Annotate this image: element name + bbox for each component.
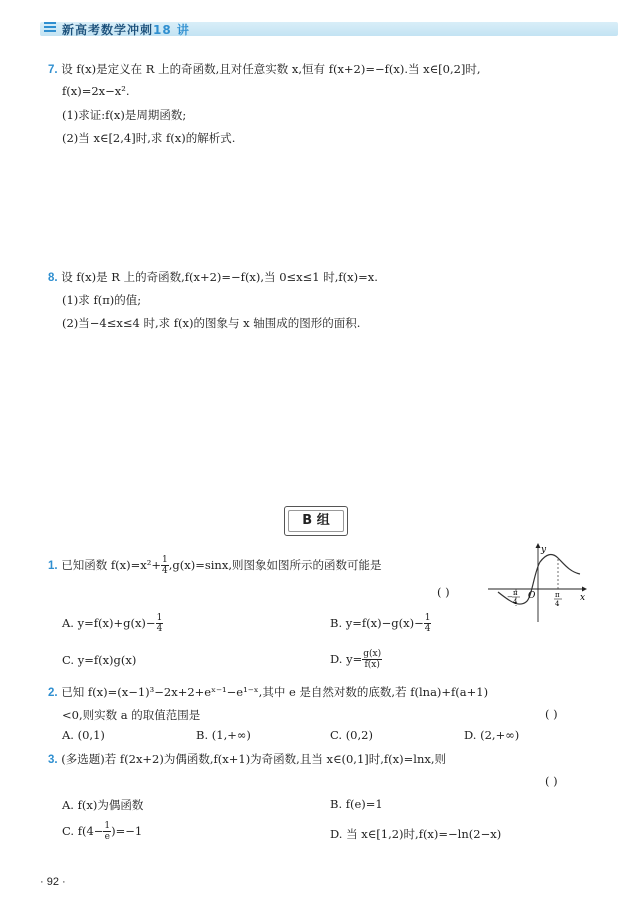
b1-graph-pos-tick-num: π xyxy=(555,591,560,599)
b1-graph-neg-tick-num: π xyxy=(513,589,518,597)
b2-option-c: C. (0,2) xyxy=(330,728,373,742)
b1-graph-pos-tick-den: 4 xyxy=(555,600,560,608)
b2-stem: 已知 f(x)=(x−1)³−2x+2+eˣ⁻¹−e¹⁻ˣ,其中 e 是自然对数的底数,若 f(lna)+f(a+1) xyxy=(61,685,489,699)
b3-option-c-den: e xyxy=(104,832,110,842)
b2-option-d: D. (2,+∞) xyxy=(464,728,520,742)
b1-graph-y-arrow xyxy=(536,543,541,548)
b2-option-a: A. (0,1) xyxy=(62,728,105,742)
b3-stem: (多选题)若 f(2x+2)为偶函数,f(x+1)为奇函数,且当 x∈(0,1]时,f(x)=lnx,则 xyxy=(61,752,446,766)
b1-graph-neg-sign: − xyxy=(507,593,513,601)
b1-option-d-num: g(x) xyxy=(363,649,382,659)
b1-stem-post: ,g(x)=sinx,则图象如图所示的函数可能是 xyxy=(168,558,382,572)
b1-graph-x-arrow xyxy=(582,587,587,592)
b1-option-b-num: 1 xyxy=(424,613,431,623)
b1-option-b-den: 4 xyxy=(424,624,431,634)
b1-answer-bracket: ( ) xyxy=(437,585,450,599)
b1-option-d-frac xyxy=(362,650,382,670)
b1-option-a xyxy=(62,614,163,634)
b1-option-a-den: 4 xyxy=(156,624,163,634)
b2-line1 xyxy=(48,684,488,700)
b1-frac-num: 1 xyxy=(162,555,168,565)
b1-graph-origin: O xyxy=(528,591,536,601)
b3-option-a: A. f(x)为偶函数 xyxy=(62,798,144,812)
b2-option-b: B. (1,+∞) xyxy=(196,728,251,742)
b1-option-b xyxy=(330,614,431,634)
b2-line2: <0,则实数 a 的取值范围是 xyxy=(62,708,201,722)
b1-line1 xyxy=(48,556,381,576)
b1-option-a-num: 1 xyxy=(156,613,163,623)
b1-option-a-frac xyxy=(156,614,164,634)
b1-option-b-text: B. y=f(x)−g(x)− xyxy=(330,616,424,630)
q8-number: 8. xyxy=(48,272,58,284)
b1-option-d xyxy=(330,650,382,670)
b1-option-a-text: A. y=f(x)+g(x)− xyxy=(62,616,156,630)
section-b-label: B 组 xyxy=(284,506,348,536)
q8-stem: 设 f(x)是 R 上的奇函数,f(x+2)=−f(x),当 0≤x≤1 时,f(x)=x. xyxy=(61,270,378,284)
header-book-title: 新高考数学冲刺 xyxy=(62,23,154,37)
b1-frac-den: 4 xyxy=(162,566,168,576)
b3-option-d: D. 当 x∈[1,2)时,f(x)=−ln(2−x) xyxy=(330,827,502,841)
header-title xyxy=(62,21,190,38)
b3-line1 xyxy=(48,751,446,767)
q7-part1: (1)求证:f(x)是周期函数; xyxy=(62,108,187,122)
b1-number: 1. xyxy=(48,560,58,572)
b1-option-d-den: f(x) xyxy=(364,660,380,670)
b3-option-c xyxy=(62,822,142,842)
b3-option-c-pre: C. f(4− xyxy=(62,824,104,838)
b1-option-b-frac xyxy=(424,614,432,634)
q7-number: 7. xyxy=(48,64,58,76)
q8-part2: (2)当−4≤x≤4 时,求 f(x)的图象与 x 轴围成的图形的面积. xyxy=(62,316,361,330)
b1-graph-y-label: y xyxy=(541,545,547,555)
b3-option-c-frac xyxy=(103,822,111,842)
q7-line1 xyxy=(48,61,481,77)
q7-stem: 设 f(x)是定义在 R 上的奇函数,且对任意实数 x,恒有 f(x+2)=−f(x).当 x∈[0,2]时, xyxy=(61,62,481,76)
b3-option-c-num: 1 xyxy=(104,821,111,831)
b3-answer-bracket: ( ) xyxy=(545,774,558,788)
b1-graph-neg-tick-den: 4 xyxy=(513,598,518,606)
page-number: · 92 · xyxy=(40,876,66,888)
b1-graph xyxy=(488,542,588,624)
b1-graph-x-label: x xyxy=(580,593,586,603)
b1-stem-pre: 已知函数 f(x)=x²+ xyxy=(61,558,161,572)
b2-answer-bracket: ( ) xyxy=(545,707,558,721)
q7-line2: f(x)=2x−x². xyxy=(62,84,130,98)
header-stripes-icon xyxy=(44,22,56,34)
b1-fraction xyxy=(161,556,169,576)
header-lecture: 18 讲 xyxy=(153,23,190,37)
b3-number: 3. xyxy=(48,754,58,766)
b1-option-d-text: D. y= xyxy=(330,652,363,666)
b3-option-b: B. f(e)=1 xyxy=(330,797,383,811)
b1-option-c: C. y=f(x)g(x) xyxy=(62,653,137,667)
q7-part2: (2)当 x∈[2,4]时,求 f(x)的解析式. xyxy=(62,131,236,145)
b2-number: 2. xyxy=(48,687,58,699)
q8-part1: (1)求 f(π)的值; xyxy=(62,293,142,307)
b3-option-c-post: )=−1 xyxy=(111,824,143,838)
q8-line1 xyxy=(48,269,378,285)
